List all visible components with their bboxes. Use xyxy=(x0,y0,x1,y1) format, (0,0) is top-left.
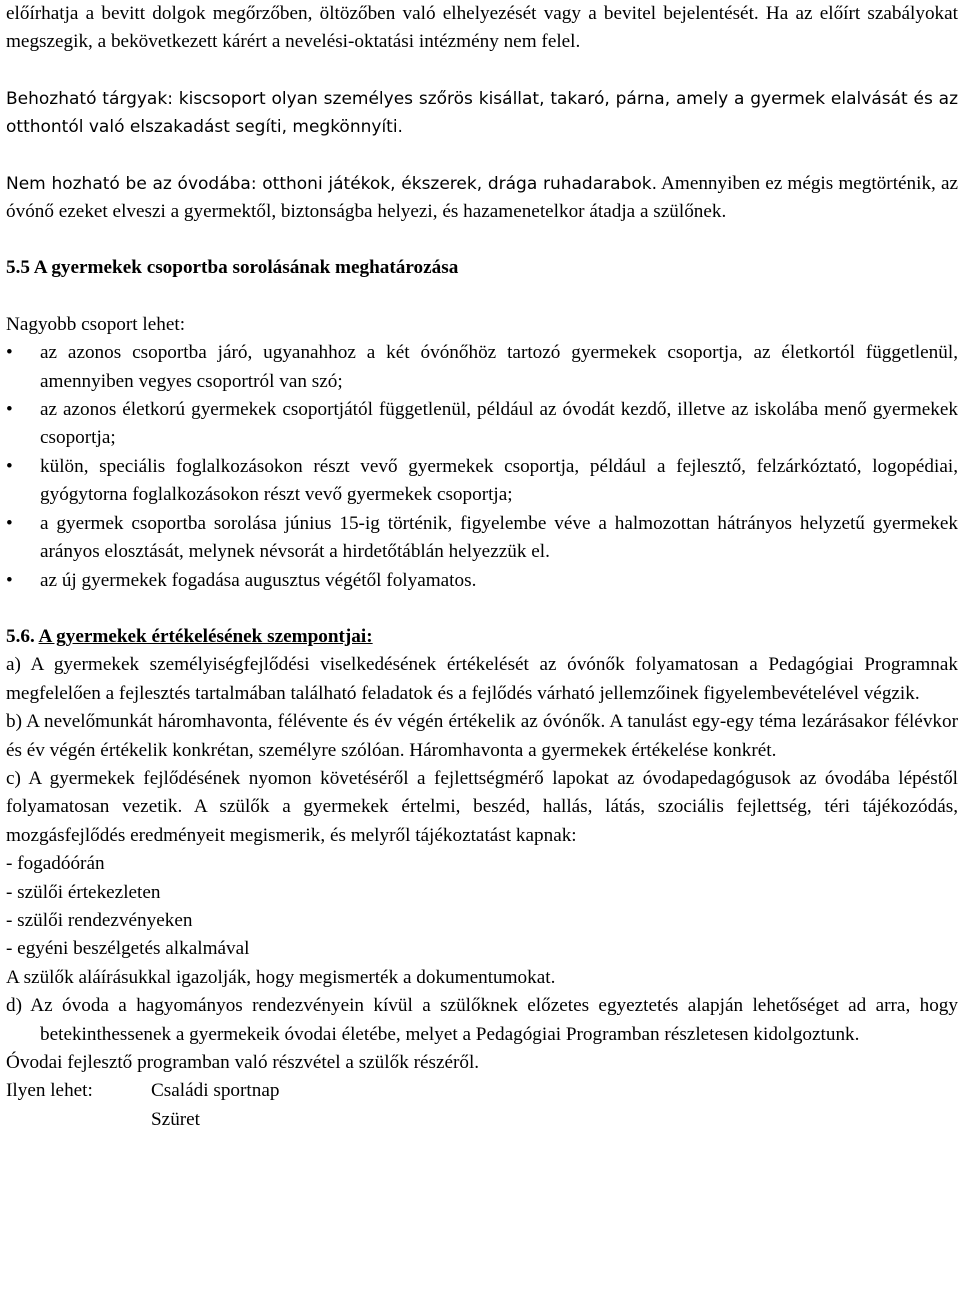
dash-item: - fogadóórán xyxy=(6,853,105,875)
examples-list xyxy=(151,1077,958,1134)
bullet-text: az új gyermekek fogadása augusztus végétől folyamatos. xyxy=(40,569,477,591)
bullet-item xyxy=(6,567,958,595)
spacer xyxy=(6,283,958,311)
section-heading-5-5: 5.5 A gyermekek csoportba sorolásának meghatározása xyxy=(6,257,459,279)
group-bullet-list xyxy=(6,339,958,595)
spacer xyxy=(6,142,958,170)
evaluation-paragraph-c: c) A gyermekek fejlődésének nyomon követéséről a fejlettségmérő lapokat az óvodapedagógusok az óvodába lépéstől folyamatosan vezetik. A szülők a gyermekek értelmi, beszéd, hallás, látás, szociális fejlettség, téri tájékozódás, mozgásfejlődés eredményeit megismerik, és melyről tájékoztatást kapnak: xyxy=(6,767,958,846)
bullet-item xyxy=(6,339,958,396)
example-item: Családi sportnap xyxy=(151,1080,280,1102)
bullet-text: az azonos életkorú gyermekek csoportjától függetlenül, például az óvodát kezdő, illetve az iskolába menő gyermekek csoportja; xyxy=(40,399,958,449)
document-page xyxy=(6,0,958,1134)
evaluation-paragraph-d: d) Az óvoda a hagyományos rendezvényein kívül a szülőknek előzetes egyeztetés alapján lehetőséget ad arra, hogy betekinthessenek a gyermekeik óvodai életébe, melyet a Pedagógiai Programban részletesen kidolgoztunk. xyxy=(6,995,958,1045)
participation-paragraph: Óvodai fejlesztő programban való részvétel a szülők részéről. xyxy=(6,1052,480,1073)
section-title: A gyermekek értékelésének szempontjai: xyxy=(38,625,373,647)
examples-block xyxy=(6,1077,958,1134)
bullet-text: külön, speciális foglalkozásokon részt vevő gyermekek csoportja, például a fejlesztő, felzárkóztató, logopédiai, gyógytorna foglalkozásokon részt vevő gyermekek csoportja; xyxy=(40,455,958,506)
examples-label: Ilyen lehet: xyxy=(6,1080,93,1102)
spacer xyxy=(6,226,958,254)
forbidden-items-lead: Nem hozható be az óvodába: otthoni játékok, ékszerek, drága ruhadarabok. xyxy=(6,173,657,194)
bullet-glyph: • xyxy=(6,512,13,534)
forbidden-items-rest: Amennyiben ez mégis megtörténik, az óvónő ezeket elveszi a gyermektől, biztonságba helyezi, és hazamenetelkor átadja a szülőnek. xyxy=(6,172,958,223)
dash-item: - szülői értekezleten xyxy=(6,881,161,903)
dash-item: - egyéni beszélgetés alkalmával xyxy=(6,938,250,960)
signature-paragraph: A szülők aláírásukkal igazolják, hogy megismerték a dokumentumokat. xyxy=(6,966,556,988)
intro-paragraph: előírhatja a bevitt dolgok megőrzőben, öltözőben való elhelyezését vagy a bevitel bejelentését. Ha az előírt szabályokat megszegik, a bekövetkezett kárért a nevelési-oktatási intézmény nem felel. xyxy=(6,3,958,53)
bullet-glyph: • xyxy=(6,569,13,591)
dash-item: - szülői rendezvényeken xyxy=(6,909,193,931)
bullet-item xyxy=(6,510,958,567)
spacer xyxy=(6,595,958,623)
group-lead: Nagyobb csoport lehet: xyxy=(6,313,186,335)
bullet-text: az azonos csoportba járó, ugyanahhoz a két óvónőhöz tartozó gyermekek csoportja, az életkortól függetlenül, amennyiben vegyes csoportról van szó; xyxy=(40,342,958,392)
bullet-item xyxy=(6,396,958,453)
bullet-text: a gyermek csoportba sorolása június 15-ig történik, figyelembe véve a halmozottan hátrányos helyzetű gyermekek arányos elosztását, melynek névsorát a hirdetőtáblán helyezzük el. xyxy=(40,512,958,563)
bullet-glyph: • xyxy=(6,342,13,364)
spacer xyxy=(6,57,958,85)
section-number: 5.6. xyxy=(6,625,39,647)
bullet-glyph: • xyxy=(6,455,13,477)
bullet-item xyxy=(6,453,958,510)
evaluation-paragraph-a: a) A gyermekek személyiségfejlődési viselkedésének értékelését az óvónők folyamatosan a Pedagógiai Programnak megfelelően a fejlesztés tartalmában található feladatok és a fejlődés várható jellemzőinek figyelembevételével végzik. xyxy=(6,654,958,704)
example-item: Szüret xyxy=(151,1108,201,1130)
section-heading-5-6 xyxy=(6,623,958,651)
forbidden-items-paragraph xyxy=(6,170,958,227)
bullet-glyph: • xyxy=(6,399,13,421)
evaluation-paragraph-b: b) A nevelőmunkát háromhavonta, félévente és év végén értékelik az óvónők. A tanulást egy-egy téma lezárásakor félévkor és év végén értékelik konkrétan, személyre szólóan. Háromhavonta a gyermekek értékelése konkrét. xyxy=(6,711,958,761)
allowed-items-paragraph: Behozható tárgyak: kiscsoport olyan személyes szőrös kisállat, takaró, párna, amely a gyermek elalvását és az otthontól való elszakadást segíti, megkönnyíti. xyxy=(6,88,958,138)
